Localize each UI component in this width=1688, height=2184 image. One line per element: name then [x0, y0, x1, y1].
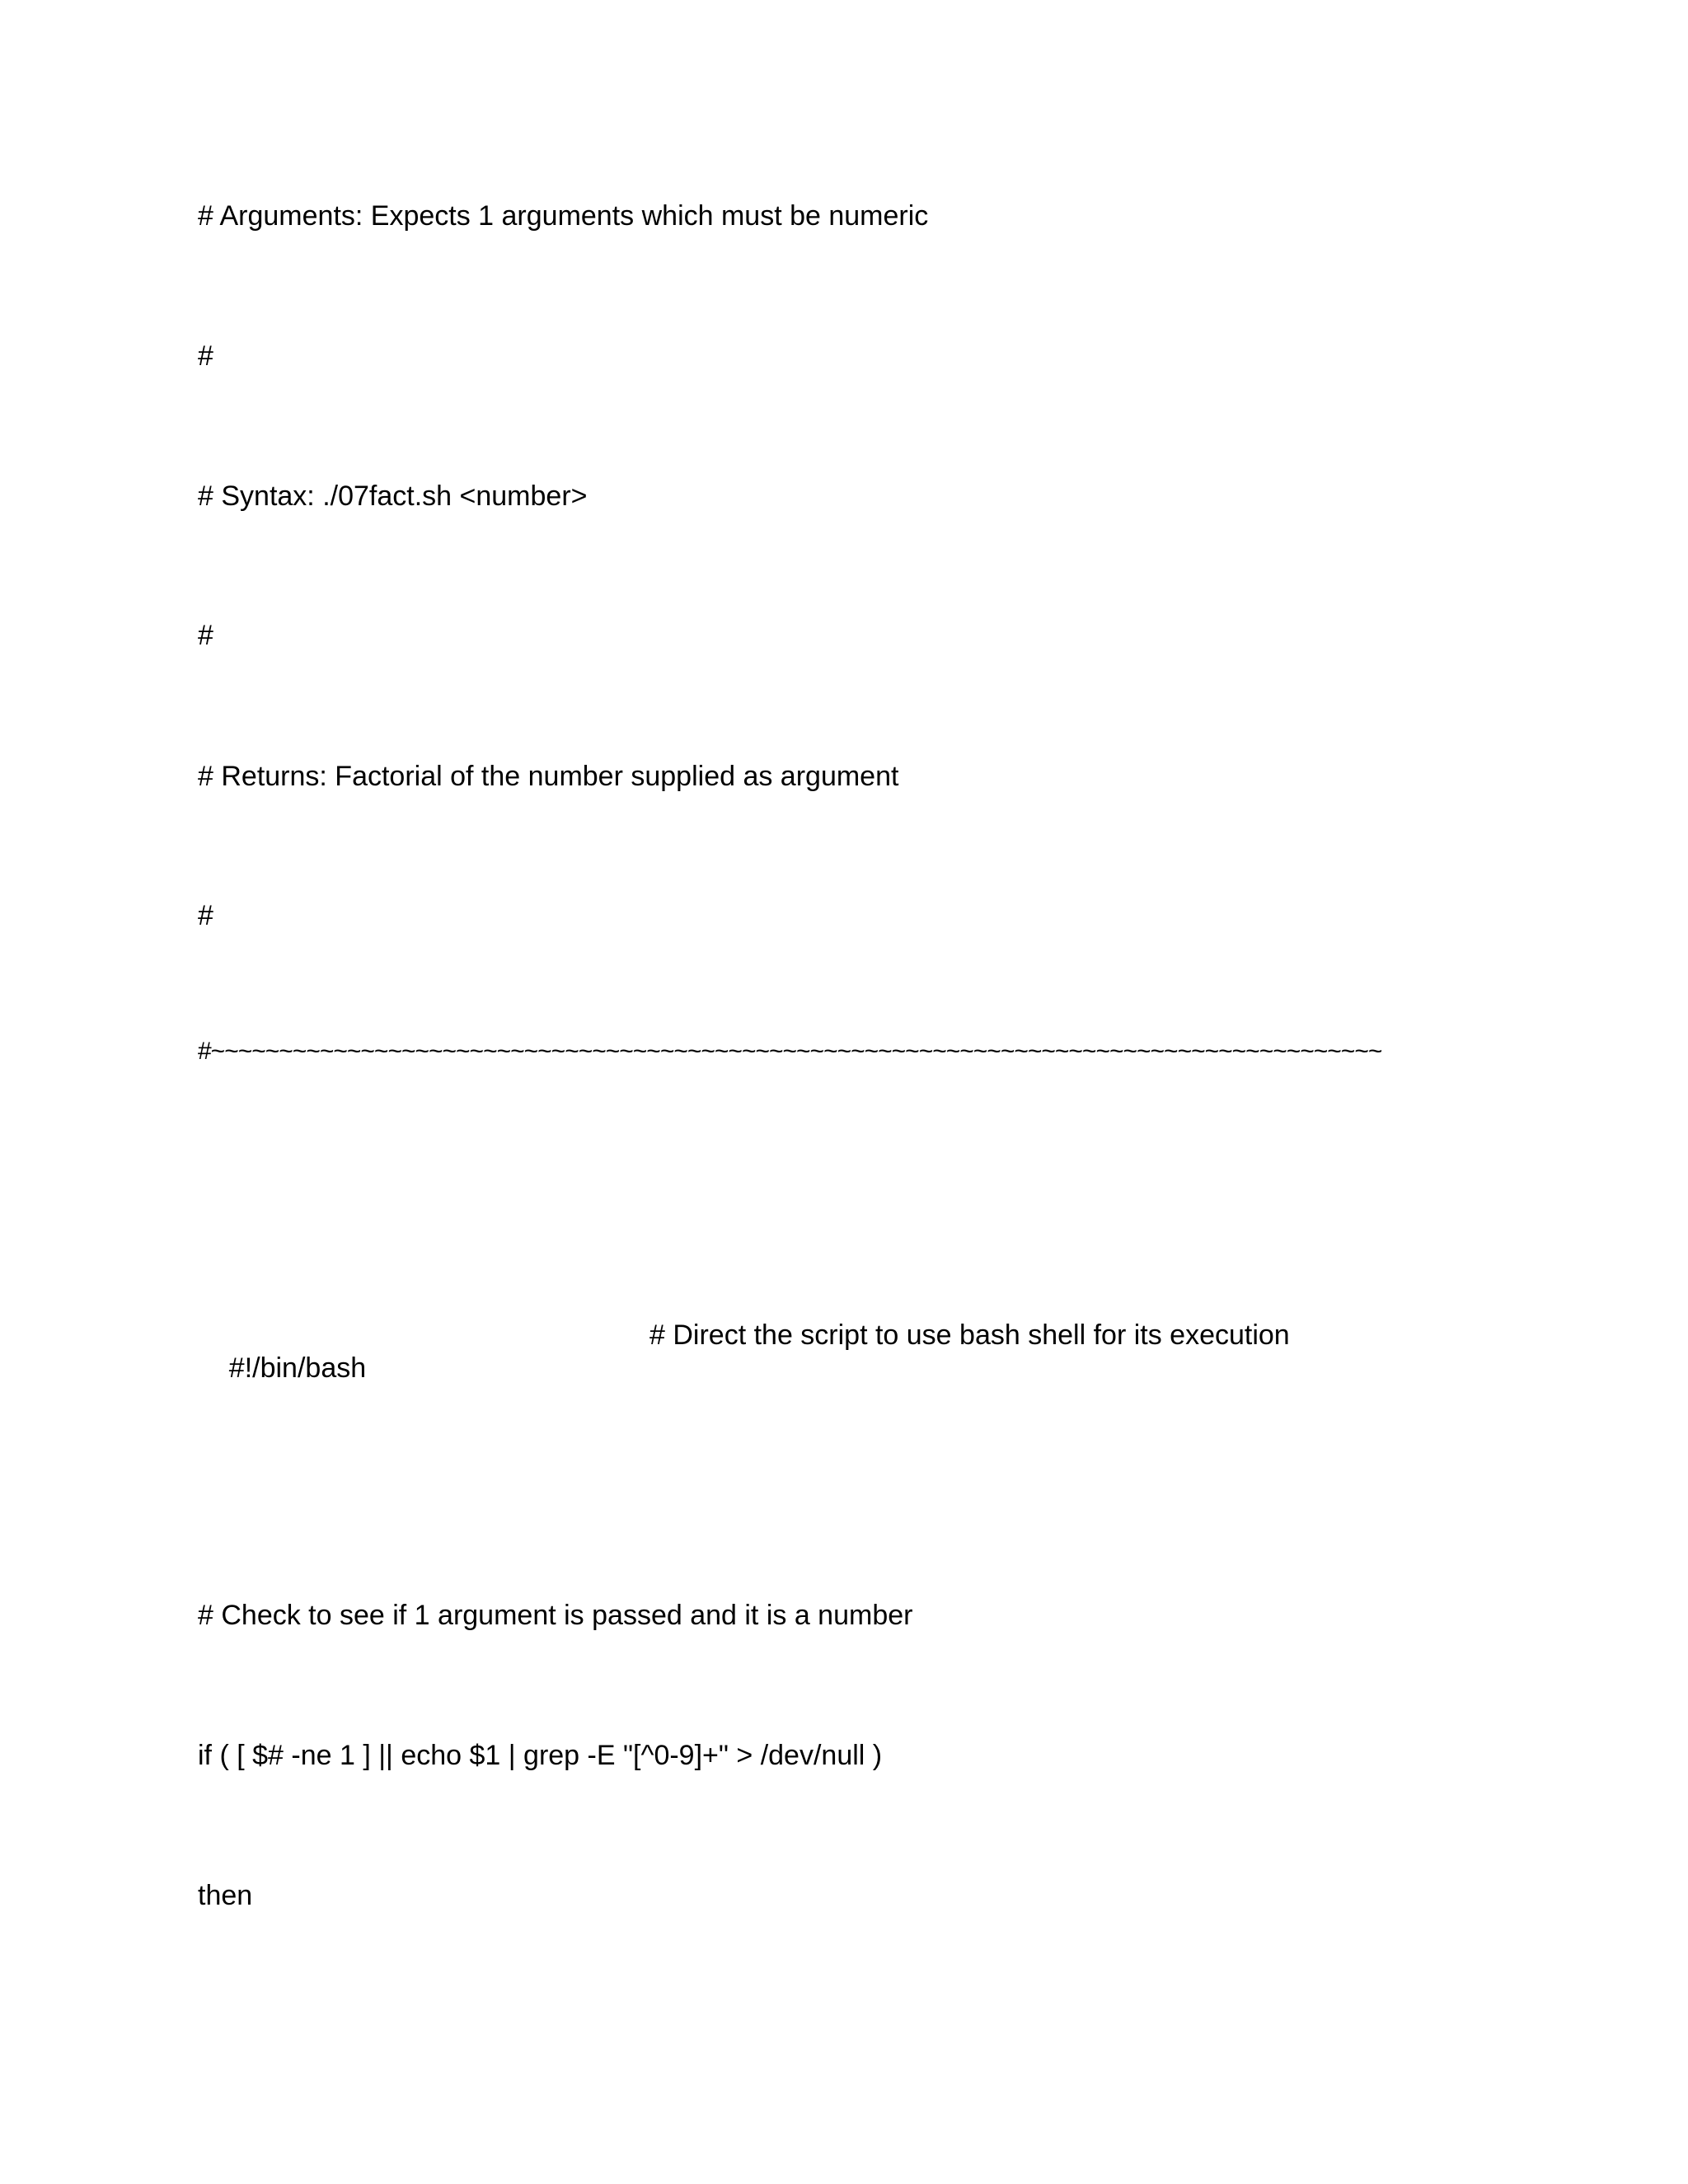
comment-blank: #	[198, 620, 213, 651]
comment-check: # Check to see if 1 argument is passed and it is a number	[198, 1600, 913, 1631]
code-then: then	[198, 1880, 253, 1911]
comment-syntax: # Syntax: ./07fact.sh <number>	[198, 480, 588, 512]
comment-returns: # Returns: Factorial of the number supplied as argument	[198, 761, 899, 792]
comment-blank: #	[198, 340, 213, 372]
comment-divider: #~~~~~~~~~~~~~~~~~~~~~~~~~~~~~~~~~~~~~~~~~~~~~~~~~~~~~~~~~~~~~~~~~~~~~~~~~~~~~~~~~~~~~~	[198, 1038, 1382, 1065]
code-if-statement: if ( [ $# -ne 1 ] || echo $1 | grep -E "[^0-9]+" > /dev/null )	[198, 1740, 883, 1771]
shebang-comment: # Direct the script to use bash shell for its execution	[649, 1319, 1290, 1351]
shebang-code: #!/bin/bash	[228, 1352, 367, 1384]
comment-blank: #	[198, 900, 213, 931]
comment-arguments: # Arguments: Expects 1 arguments which must be numeric	[198, 200, 929, 232]
shebang-line	[198, 1319, 1290, 1451]
